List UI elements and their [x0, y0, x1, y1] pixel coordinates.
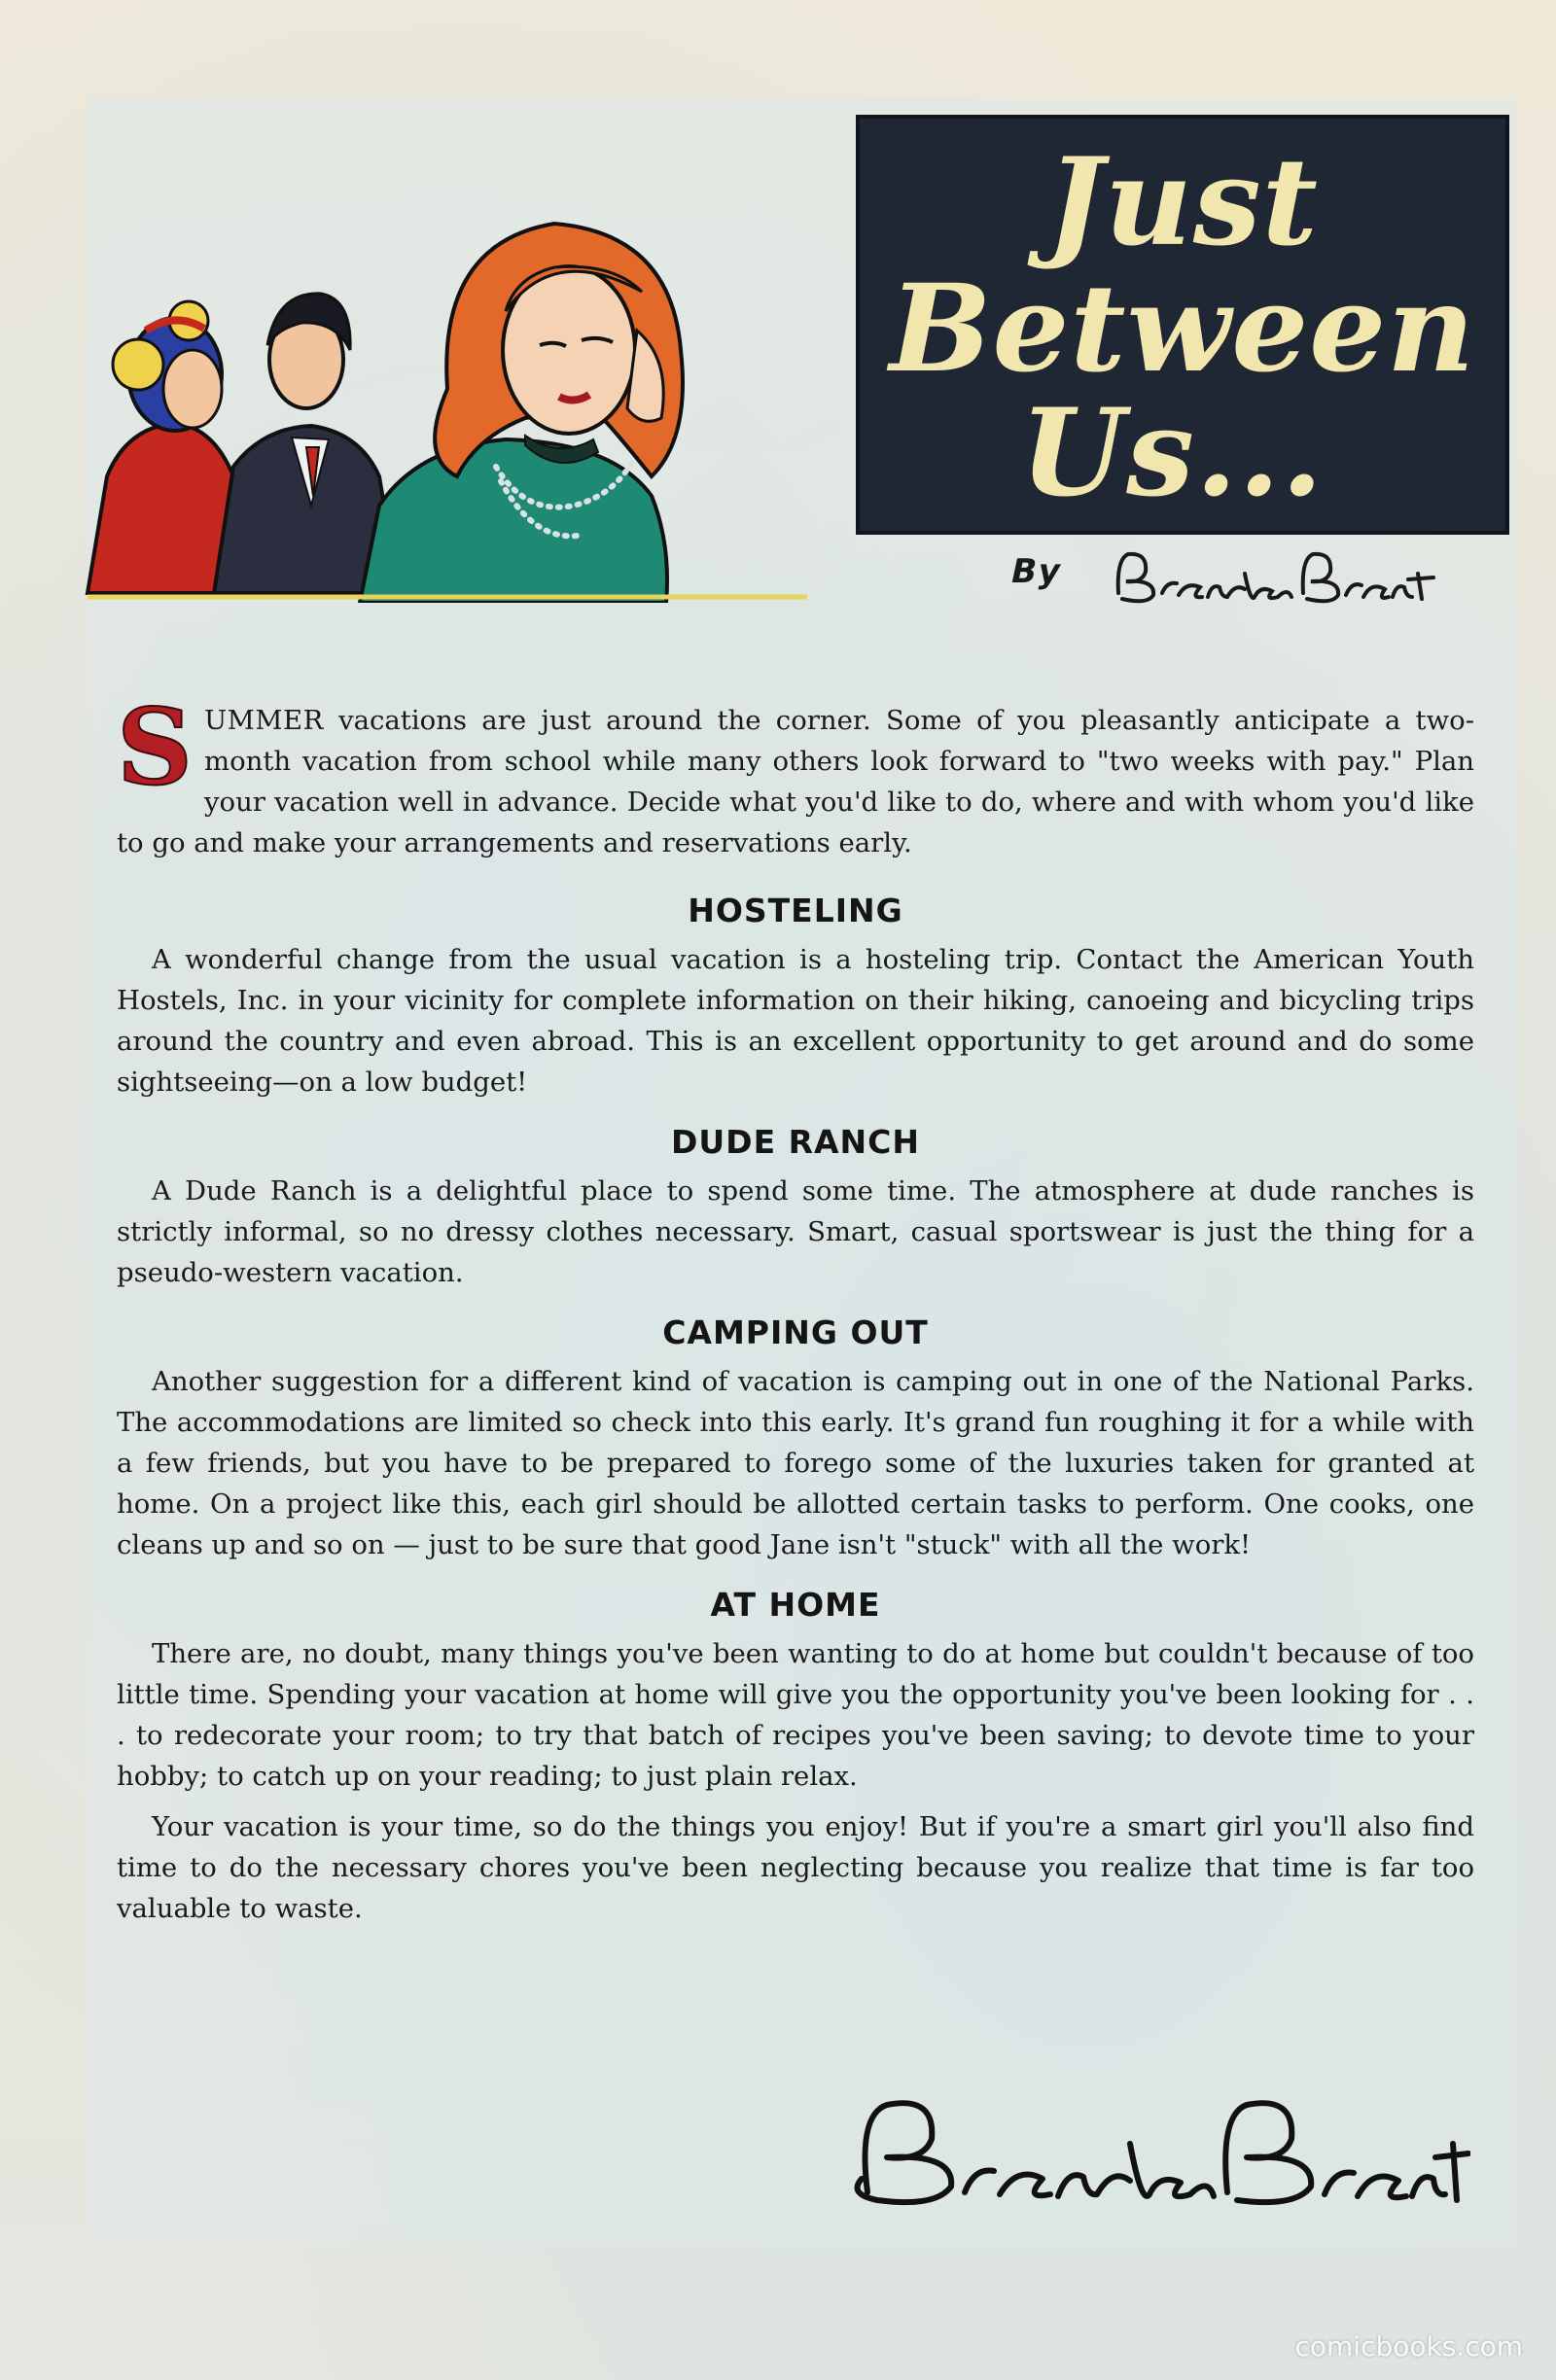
- drop-cap: S: [117, 686, 193, 809]
- closing-signature: [838, 2085, 1470, 2231]
- heading-at-home: AT HOME: [710, 1586, 881, 1624]
- girl-figure: [88, 301, 238, 593]
- intro-paragraph: [117, 686, 1474, 863]
- paragraph-dude-ranch: A Dude Ranch is a delightful place to spend some time. The atmosphere at dude ranches is strictly informal, so no dressy clothes necessary. Smart, casual sportswear is just the thing for a pseudo-western vacation.: [117, 1175, 1474, 1288]
- woman-figure: [360, 224, 683, 603]
- heading-camping-out: CAMPING OUT: [662, 1313, 929, 1351]
- title-line-2: Between: [889, 259, 1476, 400]
- paragraph-camping-out: Another suggestion for a different kind of vacation is camping out in one of the National Parks. The accommodations are limited so check into this early. It's grand fun roughing it for a while with a few friends, but you have to be prepared to forego some of the luxuries taken for granted at home. On a project like this, each girl should be allotted certain tasks to perform. One cooks, one cleans up and so on — just to be sure that good Jane isn't "stuck" with all the work!: [117, 1366, 1474, 1560]
- intro-lead-caps: UMMER: [204, 705, 324, 736]
- heading-hosteling: HOSTELING: [688, 892, 903, 929]
- watermark: comicbooks.com: [1294, 2330, 1523, 2362]
- heading-dude-ranch: DUDE RANCH: [670, 1123, 921, 1161]
- paragraph-at-home-2: Your vacation is your time, so do the things you enjoy! But if you're a smart girl you'll also find time to do the necessary chores you've been neglecting because you realize that time is far too valuable to waste.: [117, 1811, 1474, 1924]
- header-illustration: [68, 185, 827, 603]
- title-line-1: Just: [1046, 132, 1319, 273]
- paragraph-hosteling: A wonderful change from the usual vacation is a hosteling trip. Contact the American Youth Hostels, Inc. in your vicinity for complete information on their hiking, canoeing and bicycling trips around the country and even abroad. This is an excellent opportunity to get around and do some sightseeing—on a low budget!: [117, 944, 1474, 1098]
- intro-text: vacations are just around the corner. Some of you pleasantly anticipate a two-month vacation from school while many others look forward to "two weeks with pay." Plan your vacation well in advance. Decide what you'd like to do, where and with whom you'd like to go and make your arrangements and reservations early.: [117, 705, 1474, 858]
- byline-prefix: By: [1007, 552, 1067, 591]
- byline: [1007, 544, 1459, 612]
- article-body: [117, 686, 1474, 1939]
- title-box: [856, 115, 1509, 535]
- byline-signature: [1109, 544, 1459, 612]
- title-line-3: Us...: [1020, 383, 1325, 524]
- paragraph-at-home-1: There are, no doubt, many things you've been wanting to do at home but couldn't because of too little time. Spending your vacation at home will give you the opportunity you've been looking for . . . to redecorate your room; to try that batch of recipes you've been saving; to devote time to your hobby; to catch up on your reading; to just plain relax.: [117, 1638, 1474, 1792]
